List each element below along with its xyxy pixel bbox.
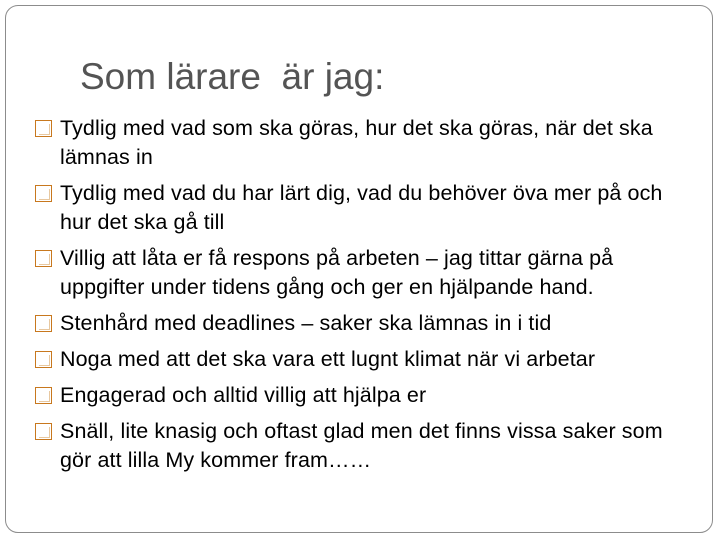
bullet-text: Stenhård med deadlines – saker ska lämnas in i tid bbox=[60, 311, 552, 335]
list-item bbox=[34, 179, 694, 237]
list-item bbox=[34, 309, 694, 338]
bullet-text: Tydlig med vad som ska göras, hur det ska göras, när det ska lämnas in bbox=[60, 116, 653, 169]
bullet-text: Tydlig med vad du har lärt dig, vad du behöver öva mer på och hur det ska gå till bbox=[60, 181, 663, 234]
checkbox-bullet-icon bbox=[35, 250, 52, 267]
checkbox-bullet-icon bbox=[35, 423, 52, 440]
checkbox-bullet-icon bbox=[35, 185, 52, 202]
checkbox-bullet-icon bbox=[35, 387, 52, 404]
list-item bbox=[34, 381, 694, 410]
bullet-text: Snäll, lite knasig och oftast glad men det finns vissa saker som gör att lilla My kommer fram…… bbox=[60, 419, 663, 472]
checkbox-bullet-icon bbox=[35, 315, 52, 332]
bullet-text: Engagerad och alltid villig att hjälpa er bbox=[60, 383, 427, 407]
list-item bbox=[34, 417, 694, 475]
bullet-text: Villig att låta er få respons på arbeten – jag tittar gärna på uppgifter under tidens gång och ger en hjälpande hand. bbox=[60, 246, 614, 299]
list-item bbox=[34, 114, 694, 172]
checkbox-bullet-icon bbox=[35, 351, 52, 368]
list-item bbox=[34, 345, 694, 374]
bullet-text: Noga med att det ska vara ett lugnt klimat när vi arbetar bbox=[60, 347, 596, 371]
slide-title: Som lärare är jag: bbox=[80, 56, 385, 97]
list-item bbox=[34, 244, 694, 302]
bullet-list bbox=[34, 114, 694, 482]
checkbox-bullet-icon bbox=[35, 120, 52, 137]
